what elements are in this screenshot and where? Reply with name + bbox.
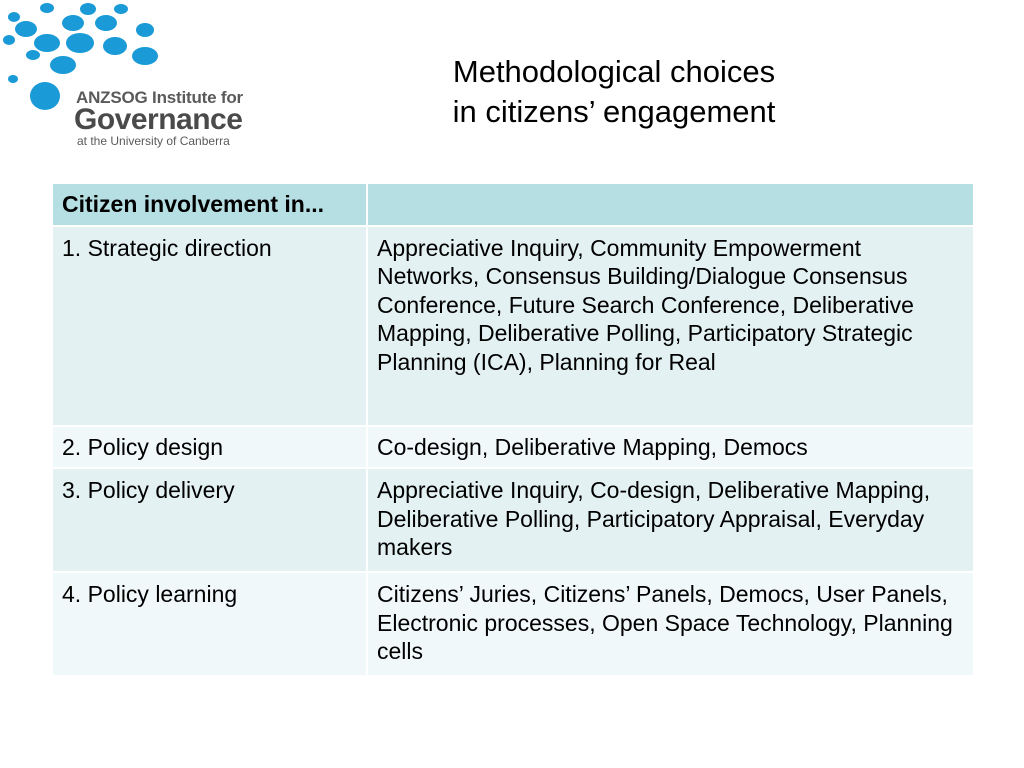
table-row bbox=[52, 572, 974, 676]
logo-line3: at the University of Canberra bbox=[77, 134, 230, 148]
header-methods bbox=[367, 183, 974, 226]
logo-line2: Governance bbox=[74, 103, 243, 136]
header-involvement: Citizen involvement in... bbox=[52, 183, 367, 226]
table-row bbox=[52, 226, 974, 426]
methods-cell: Co-design, Deliberative Mapping, Democs bbox=[367, 426, 974, 469]
methods-cell: Citizens’ Juries, Citizens’ Panels, Democs, User Panels, Electronic processes, Open Space Technology, Planning cells bbox=[367, 572, 974, 676]
stage-cell: 4. Policy learning bbox=[52, 572, 367, 676]
stage-cell: 3. Policy delivery bbox=[52, 468, 367, 572]
title-line2: in citizens’ engagement bbox=[452, 94, 776, 129]
table-row bbox=[52, 426, 974, 469]
title-line1: Methodological choices bbox=[452, 54, 776, 89]
methods-cell: Appreciative Inquiry, Co-design, Deliberative Mapping, Deliberative Polling, Participatory Appraisal, Everyday makers bbox=[367, 468, 974, 572]
slide-title bbox=[404, 52, 824, 132]
methods-cell: Appreciative Inquiry, Community Empowerment Networks, Consensus Building/Dialogue Consensus Conference, Future Search Conference, Deliberative Mapping, Deliberative Polling, Participatory Strategic Planning (ICA), Planning for Real bbox=[367, 226, 974, 426]
stage-cell: 1. Strategic direction bbox=[52, 226, 367, 426]
table-header-row bbox=[52, 183, 974, 226]
table-row bbox=[52, 468, 974, 572]
logo-line1: ANZSOG Institute for bbox=[76, 88, 243, 107]
engagement-methods-table bbox=[51, 182, 975, 677]
stage-cell: 2. Policy design bbox=[52, 426, 367, 469]
anzsog-logo bbox=[0, 0, 260, 160]
